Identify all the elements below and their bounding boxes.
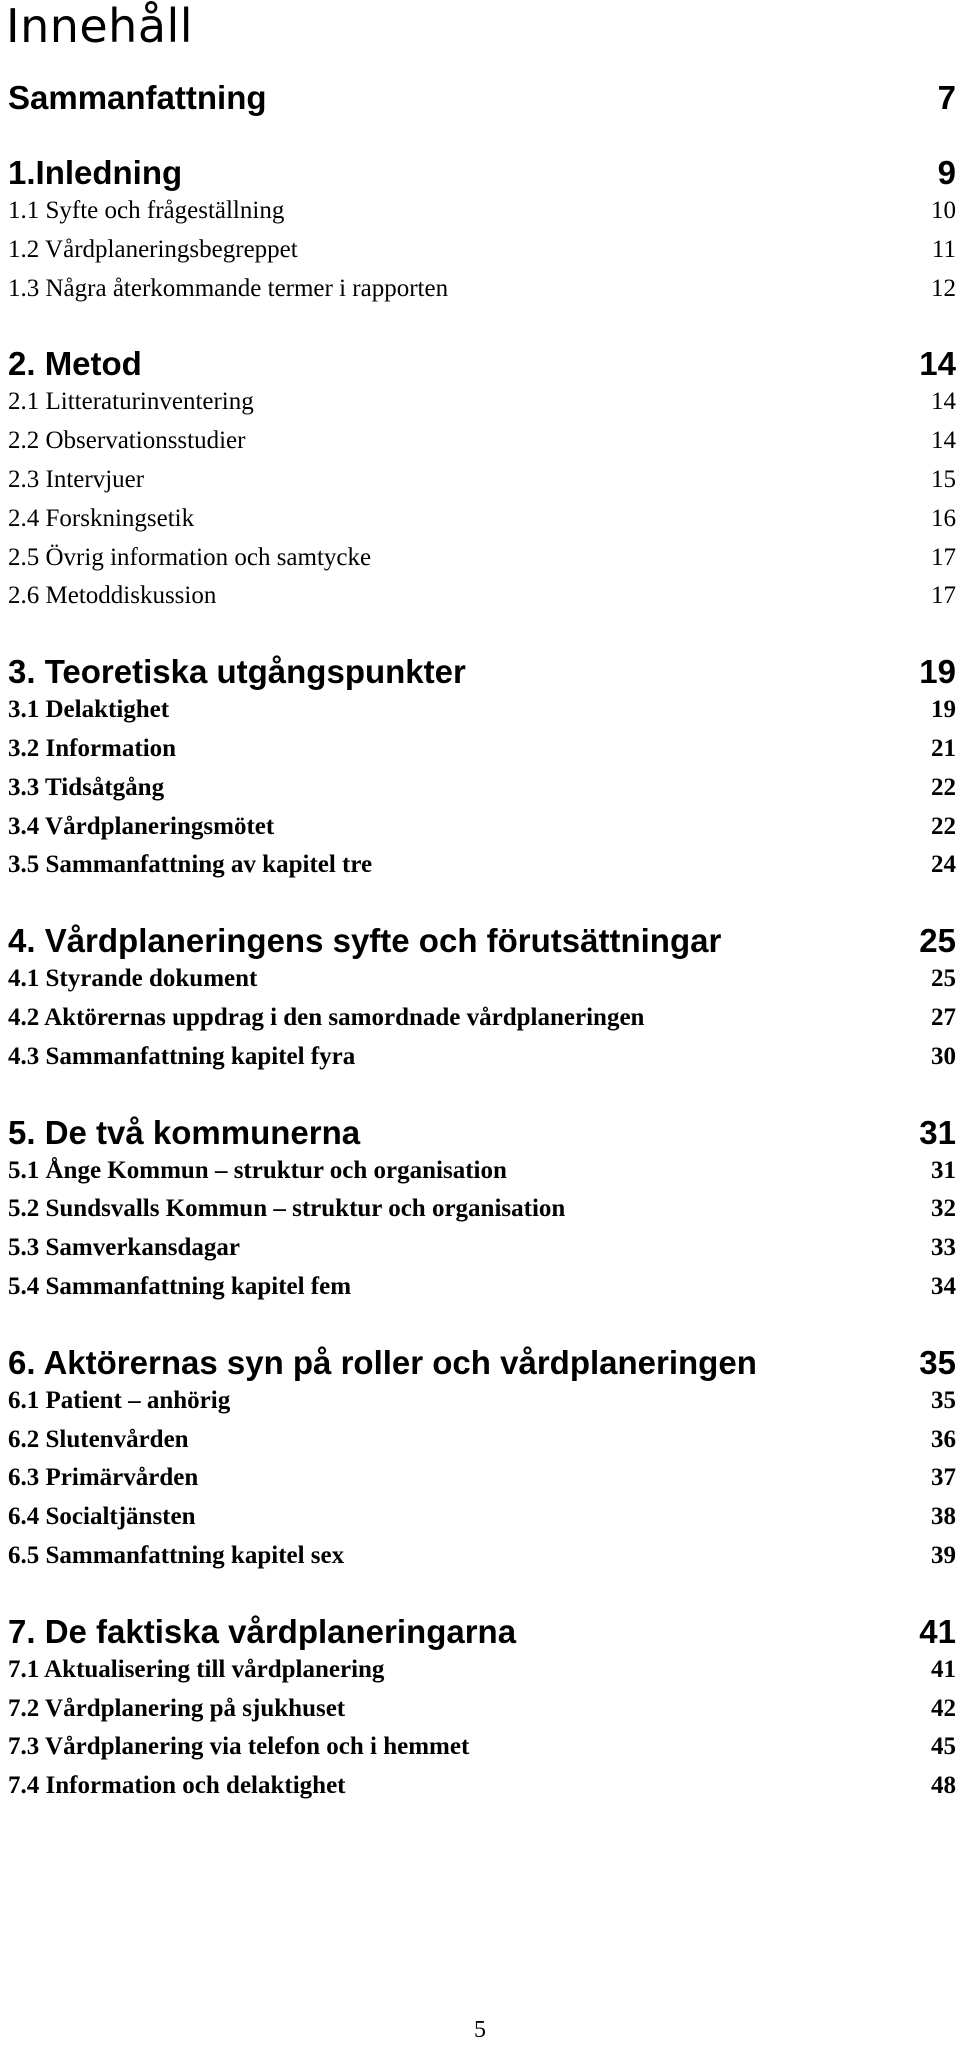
toc-entry-label: 3.2 Information xyxy=(8,734,177,762)
toc-entry-page: 11 xyxy=(931,235,956,263)
toc-entry-label: 7.2 Vårdplanering på sjukhuset xyxy=(8,1694,346,1722)
toc-entry-label: 5.3 Samverkansdagar xyxy=(8,1234,240,1262)
toc-section xyxy=(8,1038,956,1077)
toc-chapter xyxy=(8,344,956,383)
toc-entry-label: 3.5 Sammanfattning av kapitel tre xyxy=(8,851,373,879)
toc-entry-label: 6. Aktörernas syn på roller och vårdplaneringen xyxy=(8,1343,757,1381)
toc-chapter xyxy=(8,652,956,691)
toc-entry-label: 3.4 Vårdplaneringsmötet xyxy=(8,812,275,840)
toc-entry-page: 9 xyxy=(937,154,956,191)
toc-entry-label: 4.2 Aktörernas uppdrag i den samordnade vårdplaneringen xyxy=(8,1003,645,1031)
toc-entry-page: 17 xyxy=(931,543,956,571)
toc-entry-page: 16 xyxy=(931,504,956,532)
toc-entry-page: 41 xyxy=(931,1655,956,1683)
toc-section xyxy=(8,691,956,730)
toc-entry-page: 35 xyxy=(919,1343,956,1381)
toc-entry-page: 19 xyxy=(931,696,956,724)
toc-entry-page: 14 xyxy=(919,345,956,383)
toc-section xyxy=(8,422,956,461)
toc-entry-label: 6.1 Patient – anhörig xyxy=(8,1386,231,1414)
toc-entry-page: 30 xyxy=(931,1042,956,1070)
toc-entry-page: 19 xyxy=(919,653,956,691)
toc-entry-label: 6.3 Primärvården xyxy=(8,1464,199,1492)
toc-entry-label: 7.3 Vårdplanering via telefon och i hemmet xyxy=(8,1733,470,1761)
toc-entry-label: 1.2 Vårdplaneringsbegreppet xyxy=(8,235,298,263)
toc-entry-label: 2.1 Litteraturinventering xyxy=(8,388,254,416)
toc-title: Innehåll xyxy=(6,0,194,53)
toc-entry-label: 1.Inledning xyxy=(8,154,183,191)
toc-entry-page: 10 xyxy=(931,197,956,224)
toc-section xyxy=(8,1190,956,1229)
toc-entry-page: 22 xyxy=(931,812,956,840)
toc-section xyxy=(8,231,956,270)
toc-entry-page: 14 xyxy=(931,388,956,416)
toc-section xyxy=(8,1268,956,1307)
toc-entry-page: 14 xyxy=(931,427,956,455)
toc-chapter xyxy=(8,921,956,960)
toc-entry-label: 6.5 Sammanfattning kapitel sex xyxy=(8,1541,345,1569)
toc-section xyxy=(8,730,956,769)
toc-entry-label: 3.1 Delaktighet xyxy=(8,696,170,724)
page-number: 5 xyxy=(474,2017,486,2043)
toc-entry-label: 2. Metod xyxy=(8,345,142,383)
toc-entry-page: 15 xyxy=(931,465,956,493)
toc-entry-page: 25 xyxy=(931,965,956,993)
toc-entry-label: 5. De två kommunerna xyxy=(8,1113,361,1151)
toc-section xyxy=(8,461,956,500)
toc-entry-label: 4. Vårdplaneringens syfte och förutsättningar xyxy=(8,922,722,960)
toc-section xyxy=(8,192,956,231)
toc-entry-label: 7. De faktiska vårdplaneringarna xyxy=(8,1612,517,1650)
toc-entry-page: 31 xyxy=(931,1156,956,1184)
toc-section xyxy=(8,383,956,422)
toc-entry-page: 17 xyxy=(931,582,956,610)
toc-entry-page: 27 xyxy=(931,1003,956,1031)
toc-entry-label: 7.4 Information och delaktighet xyxy=(8,1772,346,1800)
toc-section xyxy=(8,270,956,309)
toc-entry-label: 2.3 Intervjuer xyxy=(8,465,145,493)
toc-entry-label: 3. Teoretiska utgångspunkter xyxy=(8,653,466,691)
toc-entry-label: 6.4 Socialtjänsten xyxy=(8,1503,196,1531)
toc-entry-page: 35 xyxy=(931,1386,956,1414)
toc-entry-page: 36 xyxy=(931,1425,956,1453)
toc-entry-label: 6.2 Slutenvården xyxy=(8,1425,189,1453)
toc-section xyxy=(8,1728,956,1767)
toc-entry-label: 5.2 Sundsvalls Kommun – struktur och organisation xyxy=(8,1195,566,1223)
toc-entry-page: 34 xyxy=(931,1272,956,1300)
toc-section xyxy=(8,1537,956,1576)
toc-entry-page: 38 xyxy=(931,1503,956,1531)
toc-entry-page: 41 xyxy=(919,1612,956,1650)
toc-entry-page: 39 xyxy=(931,1541,956,1569)
toc-entry-page: 37 xyxy=(931,1464,956,1492)
toc-entry-page: 21 xyxy=(931,734,956,762)
toc-section xyxy=(8,1229,956,1268)
toc-entry-label: 3.3 Tidsåtgång xyxy=(8,773,165,801)
toc-entry-label: 4.3 Sammanfattning kapitel fyra xyxy=(8,1042,356,1070)
toc-entry-label: 2.4 Forskningsetik xyxy=(8,504,195,532)
toc-section xyxy=(8,999,956,1038)
toc-entry-page: 33 xyxy=(931,1234,956,1262)
toc-entry-page: 31 xyxy=(919,1113,956,1151)
toc-section xyxy=(8,1767,956,1806)
toc-section xyxy=(8,1651,956,1690)
toc-entry-page: 7 xyxy=(937,79,956,116)
toc-entry-page: 22 xyxy=(931,773,956,801)
toc-chapter xyxy=(8,1343,956,1382)
toc-section xyxy=(8,1421,956,1460)
toc-entry-label: 2.6 Metoddiskussion xyxy=(8,582,217,610)
toc-section xyxy=(8,1459,956,1498)
toc-entry-label: 4.1 Styrande dokument xyxy=(8,965,258,993)
toc-entry-page: 12 xyxy=(931,274,956,302)
toc-entry-page: 48 xyxy=(931,1772,956,1800)
toc-chapter xyxy=(8,153,956,192)
toc-chapter xyxy=(8,78,956,117)
toc-entry-label: 1.3 Några återkommande termer i rapporten xyxy=(8,274,449,302)
toc-section xyxy=(8,577,956,616)
toc-section xyxy=(8,1382,956,1421)
toc-entry-page: 25 xyxy=(919,922,956,960)
toc-entry-page: 32 xyxy=(931,1195,956,1223)
toc-section xyxy=(8,960,956,999)
table-of-contents xyxy=(8,78,956,1806)
toc-section xyxy=(8,1690,956,1729)
toc-section xyxy=(8,500,956,539)
toc-section xyxy=(8,1152,956,1191)
toc-section xyxy=(8,808,956,847)
toc-entry-label: 5.1 Ånge Kommun – struktur och organisation xyxy=(8,1156,507,1184)
toc-section xyxy=(8,846,956,885)
toc-entry-page: 45 xyxy=(931,1733,956,1761)
toc-entry-page: 42 xyxy=(931,1694,956,1722)
toc-section xyxy=(8,769,956,808)
toc-entry-label: 2.5 Övrig information och samtycke xyxy=(8,543,372,571)
toc-entry-label: 2.2 Observationsstudier xyxy=(8,427,246,455)
toc-entry-label: 5.4 Sammanfattning kapitel fem xyxy=(8,1272,352,1300)
toc-entry-page: 24 xyxy=(931,851,956,879)
toc-chapter xyxy=(8,1113,956,1152)
toc-entry-label: Sammanfattning xyxy=(8,79,267,116)
toc-entry-label: 1.1 Syfte och frågeställning xyxy=(8,197,285,224)
toc-chapter xyxy=(8,1612,956,1651)
toc-section xyxy=(8,539,956,578)
toc-section xyxy=(8,1498,956,1537)
toc-entry-label: 7.1 Aktualisering till vårdplanering xyxy=(8,1655,385,1683)
